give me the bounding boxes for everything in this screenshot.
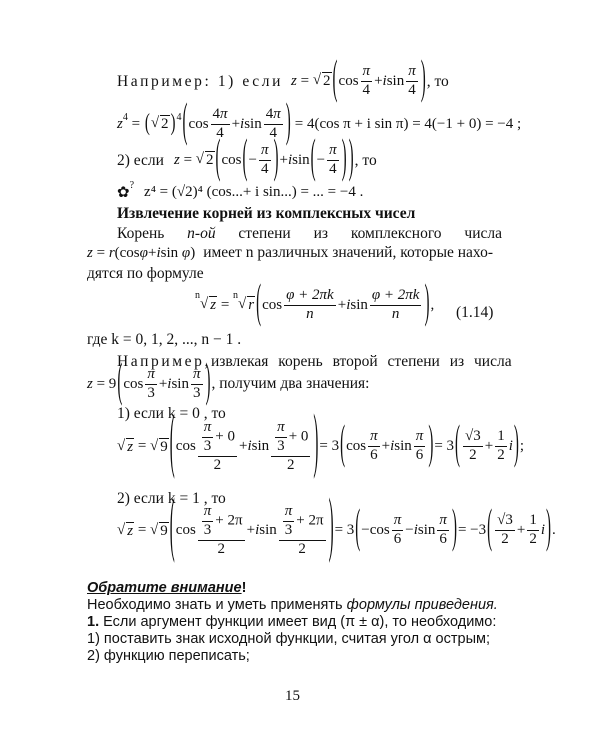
p1-word-4: из bbox=[313, 225, 328, 242]
p1-word-1: Корень bbox=[117, 225, 165, 242]
example3-case2: 2) если k = 1 , то bbox=[117, 490, 226, 507]
section-p1-line1 bbox=[117, 225, 502, 243]
example3-line2-tail: , получим два значения: bbox=[211, 375, 370, 393]
example1-z4-result: = 4(cos π + i sin π) = 4(−1 + 0) = −4 ; bbox=[294, 115, 522, 132]
note-line1-b: формулы приведения. bbox=[346, 597, 498, 613]
example2-lead: 2) если bbox=[117, 151, 164, 169]
case2-equation: √ z = √ 9 ( cos $\frac{\pi}{3}$ + 2π 2 + i sin $\frac{\pi}{3}$ + 2π 2 ) = 3 ( −cos $\frac{\pi}{6}$ − i sin $\frac{\pi}{6}$ ) = −3 ( $\frac{√3}{2}$ + $\frac{1}{2}$ i ) . bbox=[117, 489, 556, 567]
example1-line: Например: 1) если z = √ 2 ( cos $\frac{\pi}{4}$ + i sin $\frac{\pi}{4}$ ) , то bbox=[117, 54, 449, 106]
note-line1 bbox=[87, 597, 498, 613]
p1-word-6: числа bbox=[464, 225, 502, 242]
section-p1-line2: z = r (cos φ + i sin φ ) имеет n различных значений, которые нахо- bbox=[87, 244, 493, 261]
note-title: Обратите внимание bbox=[87, 580, 242, 596]
note-title-mark: ! bbox=[241, 580, 247, 596]
note-line2-num: 1. bbox=[87, 614, 100, 630]
example3-lead-rest: извлекая корень второй степени из числа bbox=[210, 353, 512, 370]
case1-equation: √ z = √ 9 ( cos $\frac{\pi}{3}$ + 0 2 + i sin $\frac{\pi}{3}$ + 0 2 ) = 3 ( cos $\frac{\pi}{6}$ + i sin $\frac{\pi}{6}$ ) = 3 ( $\frac{√3}{2}$ + $\frac{1}{2}$ i ) ; bbox=[117, 405, 525, 483]
note-line1-a: Необходимо знать и уметь применять bbox=[87, 597, 343, 613]
formula-where: где k = 0, 1, 2, ..., n − 1 . bbox=[87, 331, 242, 348]
p1-word-3: степени bbox=[238, 225, 291, 242]
example2-z4-line: ✿ ? z⁴ = (√2)⁴ (cos...+ i sin...) = ... = −4 . bbox=[117, 180, 364, 201]
example3-case1: 1) если k = 0 , то bbox=[117, 405, 226, 422]
formula-number: (1.14) bbox=[456, 304, 494, 321]
section-heading: Извлечение корней из комплексных чисел bbox=[117, 205, 416, 222]
section-p1-line3: дятся по формуле bbox=[87, 265, 204, 282]
example3-line2: z = 9 ( cos $\frac{\pi}{3}$ + i sin $\frac{\pi}{3}$ ) , получим два значения: bbox=[87, 357, 370, 409]
p1-word-2: n-ой bbox=[187, 225, 216, 242]
example2-z4: z⁴ = (√2)⁴ (cos...+ i sin...) = ... = −4 . bbox=[144, 184, 364, 200]
example2-line: 2) если z = √ 2 ( cos ( − $\frac{\pi}{4}$ ) + i sin ( − $\frac{\pi}{4}$ ) ) , то bbox=[117, 133, 377, 185]
p1-line2-tail: имеет n различных значений, которые нахо- bbox=[203, 244, 493, 261]
example1-after: , то bbox=[426, 72, 449, 90]
note-title-line bbox=[87, 580, 246, 596]
p1-word-5: комплексного bbox=[350, 225, 442, 242]
example1-lead: Например: 1) если bbox=[117, 72, 283, 90]
formula-1-14: n √ z = n √ r ( cos $\frac{\varphi + 2\pi k}{n}$ + i sin $\frac{\varphi + 2\pi k}{n}$ ) , bbox=[195, 278, 435, 330]
example1-z4-line: z 4 = ( √ 2 ) 4 ( cos $\frac{4\pi}{4}$ + i sin $\frac{4\pi}{4}$ ) = 4(cos π + i sin π) = 4(−1 + 0) = −4 ; bbox=[117, 97, 522, 149]
page-number: 15 bbox=[285, 688, 300, 704]
note-line3: 1) поставить знак исходной функции, считая угол α острым; bbox=[87, 631, 490, 647]
note-line2-text: Если аргумент функции имеет вид (π ± α), то необходимо: bbox=[103, 614, 497, 630]
note-line2 bbox=[87, 614, 496, 630]
example2-after: , то bbox=[354, 151, 377, 169]
note-line4: 2) функцию переписать; bbox=[87, 648, 250, 664]
example3-lead: Например, bbox=[117, 353, 211, 370]
flower-bullet-icon: ✿ bbox=[117, 185, 130, 201]
